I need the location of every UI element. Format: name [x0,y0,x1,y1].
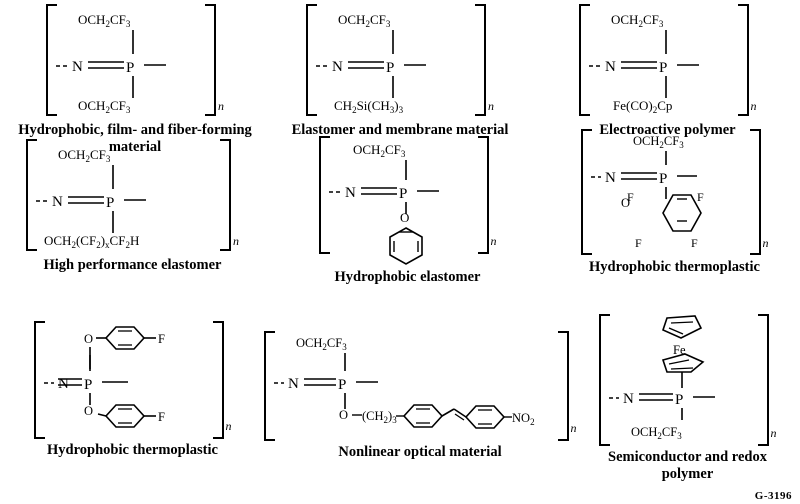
phenyl-ring-right [466,406,504,428]
top-substituent-label-8: $OCH_2CF_3$ [295,336,347,352]
structure-diagram-2 [306,0,494,120]
nitrogen-label: N [604,170,616,186]
structure-svg [274,331,559,441]
top-fluorophenyl [84,327,165,369]
nitro-group-label: $NO_2$ [511,411,535,427]
iron-label: Fe [672,342,685,357]
structure-cell-9 [575,312,800,482]
nitrogen-label: N [72,59,83,75]
repeat-bracket [579,4,749,116]
top-substituent-label-1: $OCH_2CF_3$ [78,12,131,29]
repeat-bracket [34,321,224,439]
caption-1: Hydrophobic, film- and fiber-forming material [18,122,252,155]
phosphorus-label: P [658,60,667,76]
figure-code: G-3196 [754,490,792,502]
structure-cell-1 [10,0,260,155]
phosphorus-label: P [126,60,135,76]
nitrogen-label: N [57,376,69,392]
repeat-subscript: n [762,236,769,250]
repeat-bracket [306,4,486,116]
top-substituent-label-4: $OCH_2CF_3$ [58,147,111,164]
fluorine-label-top: F [157,332,165,346]
nitrogen-label: N [604,59,616,75]
oxygen-label-top: O [83,332,93,346]
bottom-substituent-label-2: $CH_2Si(CH_3)_3$ [334,98,404,115]
tetrafluorophenyl-ring [663,195,701,231]
phosphorus-label: P [386,60,395,76]
structure-svg [609,314,759,446]
phosphorus-label: P [674,391,683,408]
phosphorus-label: P [658,171,667,187]
structure-svg [589,4,739,116]
top-substituent-label-2: $OCH_2CF_3$ [338,12,391,29]
structure-diagram-9 [599,312,777,447]
caption-7: Hydrophobic thermoplastic [47,442,218,458]
structure-cell-7 [0,320,265,459]
top-substituent-label-6: $OCH_2CF_3$ [632,134,684,150]
bottom-substituent-label-3: $Fe(CO)_2Cp$ [612,98,672,115]
oxygen-label: O [620,196,630,210]
caption-9: Semiconductor and redox polymer [608,449,767,482]
oxygen-label-bottom: O [83,404,93,418]
caption-3: Electroactive polymer [599,122,736,138]
structure-cell-2 [275,0,525,139]
repeat-bracket [26,139,231,251]
structure-cell-6 [552,127,797,276]
repeat-bracket [264,331,569,441]
phosphorus-label: P [83,377,92,393]
ferrocenyl-group [663,316,703,386]
bottom-substituent-label-9: $OCH_2CF_3$ [630,424,682,441]
repeat-subscript: n [570,421,577,435]
repeat-subscript: n [488,99,494,113]
top-substituent-label-5: $OCH_2CF_3$ [352,142,405,159]
fluorine-label-2: F [696,190,704,204]
bottom-substituent-label-4: $OCH_2(CF_2)_xCF_2H$ [44,233,140,250]
caption-2: Elastomer and membrane material [291,122,509,138]
vinylene-bridge [442,409,466,420]
repeat-subscript: n [770,426,777,440]
repeat-subscript: n [490,234,497,248]
bottom-fluorophenyl [84,404,165,427]
repeat-subscript: n [218,99,224,113]
structure-svg [56,4,206,116]
nitrogen-label: N [52,194,63,210]
phenyl-ring-left [396,405,442,427]
fluorine-label-bottom: F [157,410,165,424]
top-substituent-label-3: $OCH_2CF_3$ [610,12,663,29]
phosphorus-label: P [398,186,407,202]
repeat-bracket [581,129,761,255]
alkyl-spacer-label: $(CH_2)_3$ [361,409,397,425]
nitrogen-label: N [622,390,634,407]
structure-svg [591,129,751,255]
nitrogen-label: N [344,185,356,201]
caption-6: Hydrophobic thermoplastic [589,259,760,275]
structure-diagram-4 [26,135,239,255]
structure-diagram-6 [581,127,769,257]
structure-svg [329,136,479,254]
repeat-bracket [319,136,489,254]
structure-diagram-7 [34,320,232,440]
structure-svg [36,139,221,251]
structure-diagram-1 [46,0,224,120]
phosphorus-label: P [337,377,346,393]
oxygen-label: O [399,210,409,225]
structure-cell-4 [0,135,265,274]
phenyl-ring [390,228,422,264]
structure-diagram-3 [579,0,757,120]
fluorine-label-4: F [690,236,698,250]
bottom-substituent-label-1: $OCH_2CF_3$ [78,98,131,115]
structure-svg [44,321,214,439]
fluorine-label-1: F [626,190,634,204]
repeat-subscript: n [233,234,239,248]
repeat-bracket [599,314,769,446]
caption-4: High performance elastomer [43,257,222,273]
nitrogen-label: N [287,376,299,392]
structure-cell-5 [285,135,530,286]
repeat-subscript: n [750,99,757,113]
caption-8: Nonlinear optical material [338,444,502,460]
nitrogen-label: N [332,59,343,75]
fluorine-label-3: F [634,236,642,250]
structure-cell-3 [545,0,790,139]
structure-cell-8 [270,330,577,461]
structure-svg [316,4,476,116]
repeat-subscript: n [225,419,232,433]
phosphorus-label: P [106,195,115,211]
repeat-bracket [46,4,216,116]
oxygen-label-8: O [338,408,348,422]
caption-5: Hydrophobic elastomer [334,269,481,285]
structure-diagram-5 [319,135,497,255]
structure-diagram-8 [264,330,577,442]
